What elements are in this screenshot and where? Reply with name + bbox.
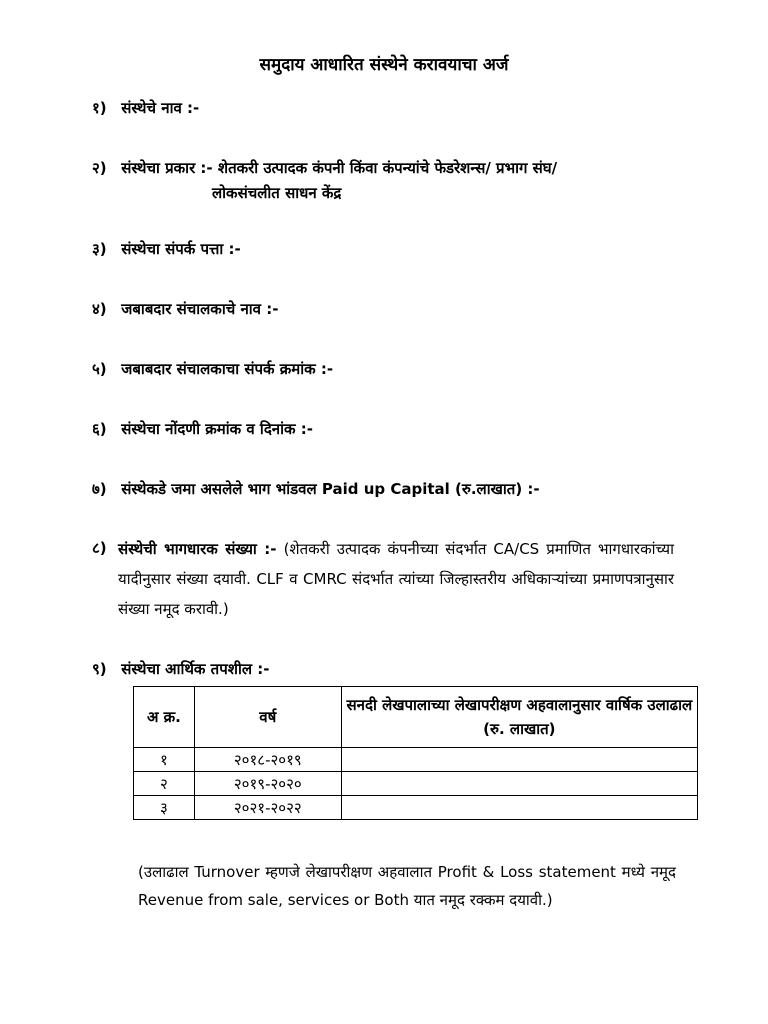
table-header-row (134, 687, 698, 748)
item-number: १) (92, 99, 107, 117)
item-organization-type (92, 157, 557, 179)
item-number: २) (92, 159, 107, 177)
table-cell: २०१९-२०२० (194, 772, 341, 796)
item-paid-up-capital (92, 478, 540, 500)
item-organization-name (92, 97, 199, 119)
table-cell: १ (134, 748, 195, 772)
item-label: संस्थेचे नाव :- (121, 99, 200, 117)
item-number: ९) (92, 660, 107, 678)
column-header-serial: अ क्र. (134, 687, 195, 748)
item-director-contact (92, 358, 333, 380)
table-cell: ३ (134, 796, 195, 820)
item-label: जबाबदार संचालकाचे नाव :- (121, 300, 279, 318)
item-label: संस्थेचा आर्थिक तपशील :- (121, 660, 270, 678)
item-registration (92, 418, 313, 440)
column-header-turnover: सनदी लेखपालाच्या लेखापरीक्षण अहवालानुसार वार्षिक उलाढाल (रु. लाखात) (341, 687, 697, 748)
table-row (134, 796, 698, 820)
item-description: (शेतकरी उत्पादक कंपनीच्या संदर्भात CA/CS प्रमाणित भागधारकांच्या यादीनुसार संख्या दयावी. CLF व CMRC संदर्भात त्यांच्या जिल्हास्तरीय अधिकाऱ्यांच्या प्रमाणपत्रानुसार संख्या नमूद करावी.) (118, 540, 675, 618)
item-organization-type-continuation: लोकसंचलीत साधन केंद्र (212, 184, 342, 202)
financial-table (133, 686, 698, 820)
table-cell (341, 748, 697, 772)
page-title: समुदाय आधारित संस्थेने करावयाचा अर्ज (259, 55, 509, 75)
item-number: ३) (92, 240, 107, 258)
column-header-year: वर्ष (194, 687, 341, 748)
item-number: ७) (92, 480, 107, 498)
item-label: संस्थेचा नोंदणी क्रमांक व दिनांक :- (121, 420, 313, 438)
turnover-note: (उलाढाल Turnover म्हणजे लेखापरीक्षण अहवालात Profit & Loss statement मध्ये नमूद Revenue from sale, services or Both यात नमूद रक्कम दयावी.) (138, 863, 676, 909)
table-row (134, 748, 698, 772)
item-shareholders-number (92, 537, 116, 559)
item-contact-address (92, 238, 241, 260)
table-cell (341, 796, 697, 820)
item-number: ८) (92, 539, 107, 557)
item-label: संस्थेचा संपर्क पत्ता :- (121, 240, 241, 258)
table-cell: २ (134, 772, 195, 796)
item-label: संस्थेकडे जमा असलेले भाग भांडवल Paid up Capital (रु.लाखात) :- (121, 480, 540, 498)
table-cell (341, 772, 697, 796)
item-financial-details (92, 658, 269, 680)
table-cell: २०१८-२०१९ (194, 748, 341, 772)
item-number: ५) (92, 360, 107, 378)
item-number: ६) (92, 420, 107, 438)
table-row (134, 772, 698, 796)
item-director-name (92, 298, 278, 320)
item-shareholders (118, 534, 674, 624)
item-label: संस्थेची भागधारक संख्या :- (118, 540, 277, 558)
item-number: ४) (92, 300, 107, 318)
item-label: संस्थेचा प्रकार :- शेतकरी उत्पादक कंपनी किंवा कंपन्यांचे फेडरेशन्स/ प्रभाग संघ/ (121, 159, 558, 177)
item-label: जबाबदार संचालकाचा संपर्क क्रमांक :- (121, 360, 334, 378)
table-cell: २०२१-२०२२ (194, 796, 341, 820)
